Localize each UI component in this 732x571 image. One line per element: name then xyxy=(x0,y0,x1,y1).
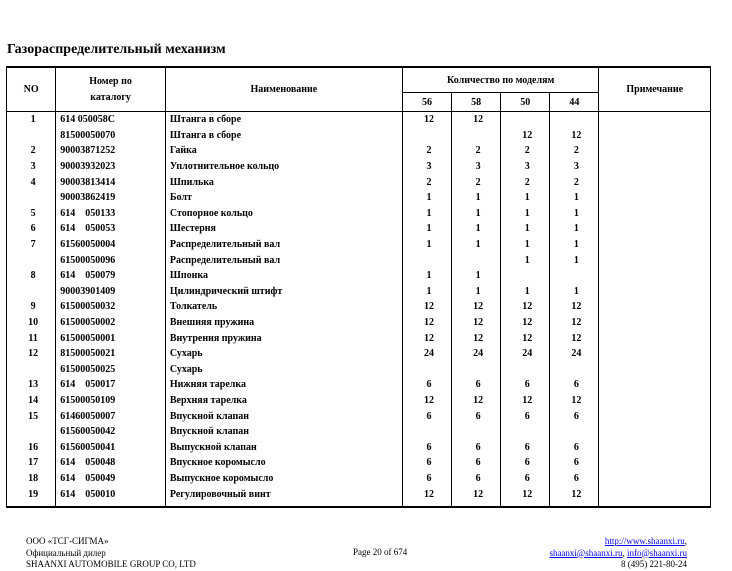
qty-cell: 1 xyxy=(501,190,550,206)
qty-cell: 6 xyxy=(452,471,501,487)
row-no: 17 xyxy=(7,455,56,471)
part-name: Сухарь xyxy=(165,346,402,362)
catalog-number: 61560050041 xyxy=(56,439,166,455)
qty-cell xyxy=(452,424,501,440)
qty-cell: 1 xyxy=(452,237,501,253)
table-row xyxy=(7,346,711,362)
part-name: Шпилька xyxy=(165,174,402,190)
catalog-number: 61500050002 xyxy=(56,315,166,331)
qty-cell: 2 xyxy=(452,174,501,190)
qty-cell xyxy=(452,362,501,378)
catalog-number: 61500050025 xyxy=(56,362,166,378)
catalog-number: 61500050032 xyxy=(56,299,166,315)
qty-cell: 1 xyxy=(452,190,501,206)
qty-cell xyxy=(501,424,550,440)
part-name: Сухарь xyxy=(165,362,402,378)
table-row xyxy=(7,393,711,409)
catalog-number: 61500050001 xyxy=(56,330,166,346)
part-name: Регулировочный винт xyxy=(165,486,402,507)
table-row xyxy=(7,315,711,331)
header-model: 58 xyxy=(452,93,501,112)
qty-cell: 1 xyxy=(402,206,451,222)
note-cell xyxy=(599,159,711,175)
part-name: Выпускное коромысло xyxy=(165,471,402,487)
catalog-number: 61500050096 xyxy=(56,252,166,268)
qty-cell: 6 xyxy=(501,439,550,455)
qty-cell: 6 xyxy=(452,377,501,393)
table-row xyxy=(7,486,711,507)
table-row xyxy=(7,268,711,284)
note-cell xyxy=(599,174,711,190)
qty-cell: 1 xyxy=(452,284,501,300)
row-no: 19 xyxy=(7,486,56,507)
note-cell xyxy=(599,252,711,268)
part-name: Цилиндрический штифт xyxy=(165,284,402,300)
qty-cell: 1 xyxy=(550,190,599,206)
qty-cell: 1 xyxy=(501,252,550,268)
qty-cell: 12 xyxy=(402,330,451,346)
table-row xyxy=(7,284,711,300)
table-row xyxy=(7,174,711,190)
row-no: 18 xyxy=(7,471,56,487)
table-row xyxy=(7,221,711,237)
note-cell xyxy=(599,206,711,222)
row-no: 2 xyxy=(7,143,56,159)
table-row xyxy=(7,237,711,253)
qty-cell: 1 xyxy=(452,206,501,222)
header-model: 50 xyxy=(501,93,550,112)
qty-cell: 1 xyxy=(550,252,599,268)
parts-table xyxy=(6,66,711,508)
row-no: 11 xyxy=(7,330,56,346)
qty-cell: 6 xyxy=(402,377,451,393)
catalog-number: 90003901409 xyxy=(56,284,166,300)
part-name: Внешняя пружина xyxy=(165,315,402,331)
qty-cell: 3 xyxy=(402,159,451,175)
qty-cell xyxy=(402,424,451,440)
qty-cell: 6 xyxy=(550,408,599,424)
qty-cell: 1 xyxy=(501,221,550,237)
qty-cell: 12 xyxy=(452,330,501,346)
qty-cell xyxy=(402,128,451,144)
qty-cell: 6 xyxy=(452,455,501,471)
qty-cell: 1 xyxy=(402,190,451,206)
catalog-number: 614 050010 xyxy=(56,486,166,507)
qty-cell: 24 xyxy=(402,346,451,362)
part-name: Толкатель xyxy=(165,299,402,315)
note-cell xyxy=(599,377,711,393)
qty-cell: 3 xyxy=(501,159,550,175)
catalog-number: 614 050053 xyxy=(56,221,166,237)
qty-cell: 3 xyxy=(550,159,599,175)
catalog-number: 81500050070 xyxy=(56,128,166,144)
qty-cell xyxy=(501,362,550,378)
note-cell xyxy=(599,284,711,300)
note-cell xyxy=(599,190,711,206)
row-no: 16 xyxy=(7,439,56,455)
catalog-number: 61560050042 xyxy=(56,424,166,440)
row-no: 4 xyxy=(7,174,56,190)
header-model: 44 xyxy=(550,93,599,112)
qty-cell: 12 xyxy=(402,299,451,315)
table-row xyxy=(7,439,711,455)
table-row xyxy=(7,206,711,222)
qty-cell xyxy=(402,362,451,378)
qty-cell: 1 xyxy=(550,237,599,253)
note-cell xyxy=(599,471,711,487)
header-qty: Количество по моделям xyxy=(402,67,599,93)
qty-cell: 6 xyxy=(501,455,550,471)
footer-company xyxy=(26,536,196,571)
row-no xyxy=(7,252,56,268)
qty-cell: 12 xyxy=(452,486,501,507)
qty-cell: 1 xyxy=(550,284,599,300)
part-name: Шестерня xyxy=(165,221,402,237)
part-name: Впускной клапан xyxy=(165,424,402,440)
part-name: Впускной клапан xyxy=(165,408,402,424)
qty-cell: 12 xyxy=(550,315,599,331)
note-cell xyxy=(599,424,711,440)
row-no: 6 xyxy=(7,221,56,237)
qty-cell: 12 xyxy=(550,486,599,507)
catalog-number: 614 050079 xyxy=(56,268,166,284)
qty-cell: 12 xyxy=(550,128,599,144)
catalog-number: 90003813414 xyxy=(56,174,166,190)
row-no: 8 xyxy=(7,268,56,284)
qty-cell: 1 xyxy=(402,284,451,300)
row-no xyxy=(7,362,56,378)
row-no xyxy=(7,190,56,206)
qty-cell: 12 xyxy=(452,315,501,331)
table-row xyxy=(7,455,711,471)
catalog-number: 81500050021 xyxy=(56,346,166,362)
row-no: 13 xyxy=(7,377,56,393)
catalog-number: 90003862419 xyxy=(56,190,166,206)
qty-cell: 12 xyxy=(501,486,550,507)
qty-cell: 12 xyxy=(550,330,599,346)
qty-cell: 1 xyxy=(501,206,550,222)
note-cell xyxy=(599,486,711,507)
qty-cell: 2 xyxy=(550,143,599,159)
qty-cell xyxy=(550,362,599,378)
note-cell xyxy=(599,299,711,315)
qty-cell: 24 xyxy=(550,346,599,362)
note-cell xyxy=(599,393,711,409)
qty-cell: 1 xyxy=(402,221,451,237)
qty-cell: 6 xyxy=(501,408,550,424)
table-row xyxy=(7,424,711,440)
qty-cell: 6 xyxy=(501,471,550,487)
part-name: Нижняя тарелка xyxy=(165,377,402,393)
website-link[interactable]: http://www.shaanxi.ru xyxy=(604,536,685,546)
qty-cell: 2 xyxy=(501,174,550,190)
qty-cell: 6 xyxy=(550,377,599,393)
table-row xyxy=(7,112,711,128)
qty-cell: 1 xyxy=(550,221,599,237)
row-no xyxy=(7,424,56,440)
part-name: Распределительный вал xyxy=(165,237,402,253)
row-no: 10 xyxy=(7,315,56,331)
table-row xyxy=(7,408,711,424)
part-name: Стопорное кольцо xyxy=(165,206,402,222)
qty-cell: 12 xyxy=(550,299,599,315)
qty-cell: 6 xyxy=(452,439,501,455)
qty-cell: 12 xyxy=(452,299,501,315)
note-cell xyxy=(599,346,711,362)
table-row xyxy=(7,471,711,487)
email-link[interactable]: shaanxi@shaanxi.ru xyxy=(549,547,623,558)
qty-cell: 1 xyxy=(550,206,599,222)
qty-cell xyxy=(550,268,599,284)
table-row xyxy=(7,143,711,159)
row-no: 7 xyxy=(7,237,56,253)
qty-cell: 6 xyxy=(452,408,501,424)
phone-number: 8 (495) 221-80-24 xyxy=(621,559,687,569)
row-no: 5 xyxy=(7,206,56,222)
qty-cell: 6 xyxy=(402,455,451,471)
note-cell xyxy=(599,112,711,128)
qty-cell: 6 xyxy=(550,439,599,455)
note-cell xyxy=(599,237,711,253)
qty-cell: 12 xyxy=(402,315,451,331)
note-cell xyxy=(599,330,711,346)
part-name: Распределительный вал xyxy=(165,252,402,268)
footer-contacts xyxy=(549,536,687,571)
footer-dealer: Официальный дилер xyxy=(26,547,106,558)
note-cell xyxy=(599,455,711,471)
qty-cell: 6 xyxy=(402,408,451,424)
qty-cell: 1 xyxy=(402,268,451,284)
table-row xyxy=(7,362,711,378)
url-suffix: , xyxy=(684,536,687,546)
qty-cell: 12 xyxy=(452,393,501,409)
qty-cell: 12 xyxy=(501,393,550,409)
catalog-number: 614 050049 xyxy=(56,471,166,487)
part-name: Штанга в сборе xyxy=(165,128,402,144)
header-name: Наименование xyxy=(165,67,402,112)
qty-cell: 12 xyxy=(550,393,599,409)
qty-cell: 6 xyxy=(501,377,550,393)
qty-cell: 2 xyxy=(501,143,550,159)
qty-cell: 1 xyxy=(452,268,501,284)
table-row xyxy=(7,190,711,206)
catalog-number: 61500050109 xyxy=(56,393,166,409)
qty-cell: 6 xyxy=(402,439,451,455)
catalog-number: 61460050007 xyxy=(56,408,166,424)
qty-cell: 1 xyxy=(501,284,550,300)
qty-cell: 12 xyxy=(501,299,550,315)
part-name: Верхняя тарелка xyxy=(165,393,402,409)
part-name: Гайка xyxy=(165,143,402,159)
row-no: 1 xyxy=(7,112,56,128)
qty-cell: 3 xyxy=(452,159,501,175)
catalog-number: 90003932023 xyxy=(56,159,166,175)
table-row xyxy=(7,299,711,315)
qty-cell: 12 xyxy=(501,330,550,346)
qty-cell: 12 xyxy=(402,112,451,128)
qty-cell xyxy=(550,424,599,440)
catalog-number: 614 050133 xyxy=(56,206,166,222)
note-cell xyxy=(599,408,711,424)
qty-cell: 2 xyxy=(452,143,501,159)
qty-cell: 2 xyxy=(402,143,451,159)
catalog-number: 614 050058C xyxy=(56,112,166,128)
part-name: Болт xyxy=(165,190,402,206)
row-no: 14 xyxy=(7,393,56,409)
footer-company-name: ООО «ТСГ-СИГМА» xyxy=(26,536,109,546)
part-name: Уплотнительное кольцо xyxy=(165,159,402,175)
qty-cell: 6 xyxy=(550,455,599,471)
qty-cell: 1 xyxy=(402,237,451,253)
qty-cell xyxy=(501,268,550,284)
row-no: 12 xyxy=(7,346,56,362)
qty-cell xyxy=(402,252,451,268)
catalog-number: 614 050048 xyxy=(56,455,166,471)
row-no: 9 xyxy=(7,299,56,315)
note-cell xyxy=(599,128,711,144)
qty-cell: 1 xyxy=(452,221,501,237)
table-row xyxy=(7,159,711,175)
qty-cell: 6 xyxy=(402,471,451,487)
part-name: Впускное коромысло xyxy=(165,455,402,471)
qty-cell: 24 xyxy=(501,346,550,362)
row-no xyxy=(7,128,56,144)
qty-cell: 6 xyxy=(550,471,599,487)
qty-cell: 2 xyxy=(402,174,451,190)
page-title: Газораспределительный механизм xyxy=(7,42,226,57)
catalog-number: 90003871252 xyxy=(56,143,166,159)
qty-cell xyxy=(550,112,599,128)
qty-cell: 12 xyxy=(402,486,451,507)
table-row xyxy=(7,252,711,268)
row-no: 3 xyxy=(7,159,56,175)
qty-cell: 12 xyxy=(452,112,501,128)
table-row xyxy=(7,377,711,393)
qty-cell xyxy=(452,128,501,144)
note-cell xyxy=(599,362,711,378)
note-cell xyxy=(599,439,711,455)
table-row xyxy=(7,128,711,144)
qty-cell: 12 xyxy=(402,393,451,409)
row-no: 15 xyxy=(7,408,56,424)
catalog-number: 61560050004 xyxy=(56,237,166,253)
qty-cell xyxy=(501,112,550,128)
part-name: Внутрення пружина xyxy=(165,330,402,346)
table-row xyxy=(7,330,711,346)
header-no: NO xyxy=(7,67,56,112)
qty-cell: 12 xyxy=(501,128,550,144)
catalog-number: 614 050017 xyxy=(56,377,166,393)
note-cell xyxy=(599,143,711,159)
email-separator: , xyxy=(622,547,627,558)
header-note: Примечание xyxy=(599,67,711,112)
email-link[interactable]: info@shaanxi.ru xyxy=(626,547,687,558)
qty-cell: 12 xyxy=(501,315,550,331)
qty-cell: 24 xyxy=(452,346,501,362)
row-no xyxy=(7,284,56,300)
qty-cell xyxy=(452,252,501,268)
qty-cell: 1 xyxy=(501,237,550,253)
note-cell xyxy=(599,221,711,237)
header-model: 56 xyxy=(402,93,451,112)
note-cell xyxy=(599,315,711,331)
part-name: Шпонка xyxy=(165,268,402,284)
page-number: Page 20 of 674 xyxy=(353,547,408,557)
footer-group: SHAANXI AUTOMOBILE GROUP CO, LTD xyxy=(26,559,196,569)
header-catalog: Номер по каталогу xyxy=(56,67,166,112)
part-name: Штанга в сборе xyxy=(165,112,402,128)
table-body xyxy=(7,112,711,507)
note-cell xyxy=(599,268,711,284)
qty-cell: 2 xyxy=(550,174,599,190)
part-name: Выпускной клапан xyxy=(165,439,402,455)
